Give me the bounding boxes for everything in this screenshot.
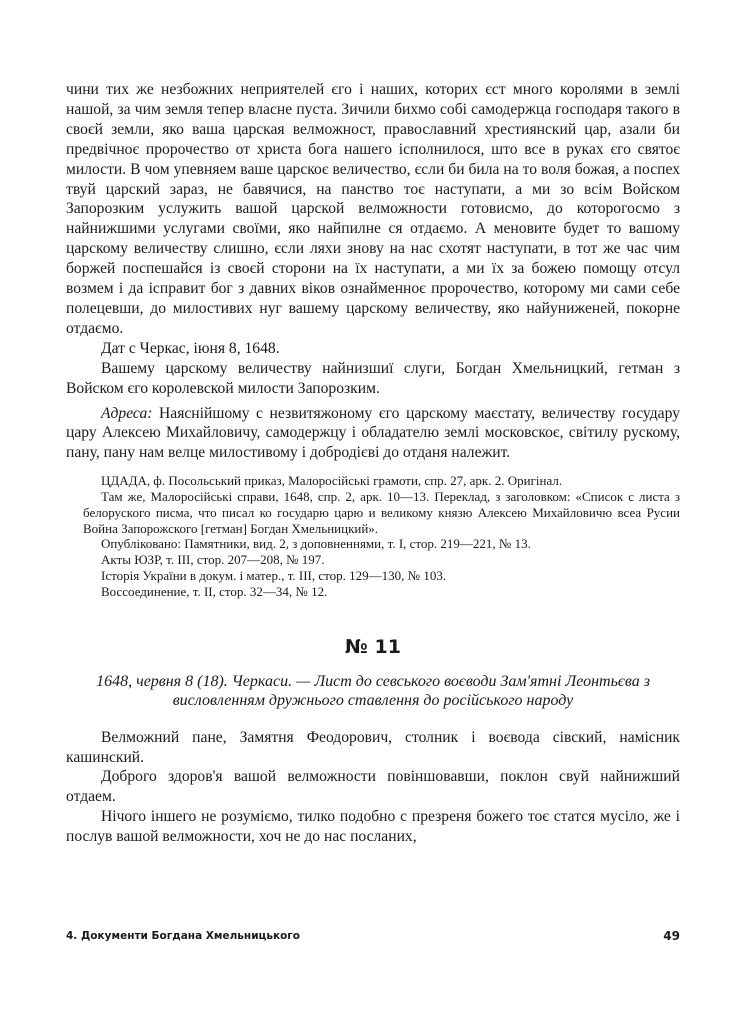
- footer-running-title: 4. Документи Богдана Хмельницького: [66, 930, 301, 942]
- archival-note: ЦДАДА, ф. Посольський приказ, Малоросійські грамоти, спр. 27, арк. 2. Оригінал.: [101, 473, 563, 489]
- letter-paragraph: чини тих же незбожних неприятелей єго і наших, которих єст много королями в землі нашой, за чим земля тепер власне пуста. Зичили бихмо собі самодержца господаря такого в своєй земли, яко ваша царская велможност, православний хрестиянский цар, азали би предвічноє пророчество от христа бога нашего ісполнилося, што все в руках єго святоє милости. В чом упевняем ваше царскоє величество, єсли би била на то воля божая, а поспех твуй царский зараз, не бавячися, на панство тоє наступати, а ми зо всім Войском Запорозким услужить вашой царской велможности готовисмо, до которогосмо з найнижшими услугами своїми, яко найпилне ся отдаємо. А меновите будет то вашому царскому величеству слишно, єсли ляхи знову на нас схотят наступати, в тот же час чим боржей поспешайся із своєй сторони на їх наступати, а ми їх за божею помощу отсул возмем і да ісправит бог з давних віков ознайменноє пророчество, которому ми сами себе полецевши, до милостивих нуг вашему царскому величеству, яко найуниженей, покорне отдаємо.: [66, 81, 680, 337]
- date-line: Дат с Черкас, іюня 8, 1648.: [101, 339, 280, 357]
- archival-note: Воссоединение, т. II, стор. 32—34, № 12.: [101, 583, 328, 599]
- page-content: [66, 80, 680, 847]
- page-number: 49: [663, 929, 680, 943]
- document-paragraph: Нічого іншего не розуміємо, тилко подобно с презреня божего тоє статся мусіло, же і послув вашой велможности, хоч не до нас посланих,: [66, 808, 680, 846]
- document-paragraph: Велможний пане, Замятня Феодорович, столник і воєвода сівский, наміcник кашинский.: [66, 728, 680, 766]
- document-title: 1648, червня 8 (18). Черкаси. — Лист до севського воєводи Зам'ятні Леонтьєва з висловленням дружнього ставлення до російського народу: [96, 672, 650, 709]
- signature: Вашему царскому величеству найнизшиї слуги, Богдан Хмельницкий, гетман з Войском єго королевской милости Запорозким.: [66, 359, 680, 397]
- archival-note: Історія України в докум. і матер., т. III, стор. 129—130, № 103.: [101, 568, 447, 583]
- archival-notes: [83, 473, 680, 599]
- address-text: Наяснійшому с незвитяжоному єго царскому маєстату, величеству государу цару Алексею Михайловичу, самодержцу і обладателю землі московскоє, світилу рускому, пану, пану нам велце милостивому і добродієві до отданя належит.: [66, 404, 680, 462]
- document-number: № 11: [345, 635, 401, 658]
- address-label: Адреса:: [101, 404, 153, 422]
- archival-note: Акты ЮЗР, т. III, стор. 207—208, № 197.: [101, 552, 325, 568]
- document-paragraph: Доброго здоров'я вашой велможности повіншовавши, поклон свуй найнижший отдаем.: [66, 768, 680, 806]
- address-paragraph: [66, 404, 680, 464]
- archival-note: Там же, Малоросійські справи, 1648, спр. 2, арк. 10—13. Переклад, з заголовком: «Список с листа з белоруского писма, что писал ко государю царю и великому князю Алексею Михайловичю всеа Русии Война Запорожского [гетман] Богдан Хмельницкий».: [83, 489, 680, 536]
- archival-note: Опубліковано: Памятники, вид. 2, з доповненнями, т. I, стор. 219—221, № 13.: [101, 536, 531, 552]
